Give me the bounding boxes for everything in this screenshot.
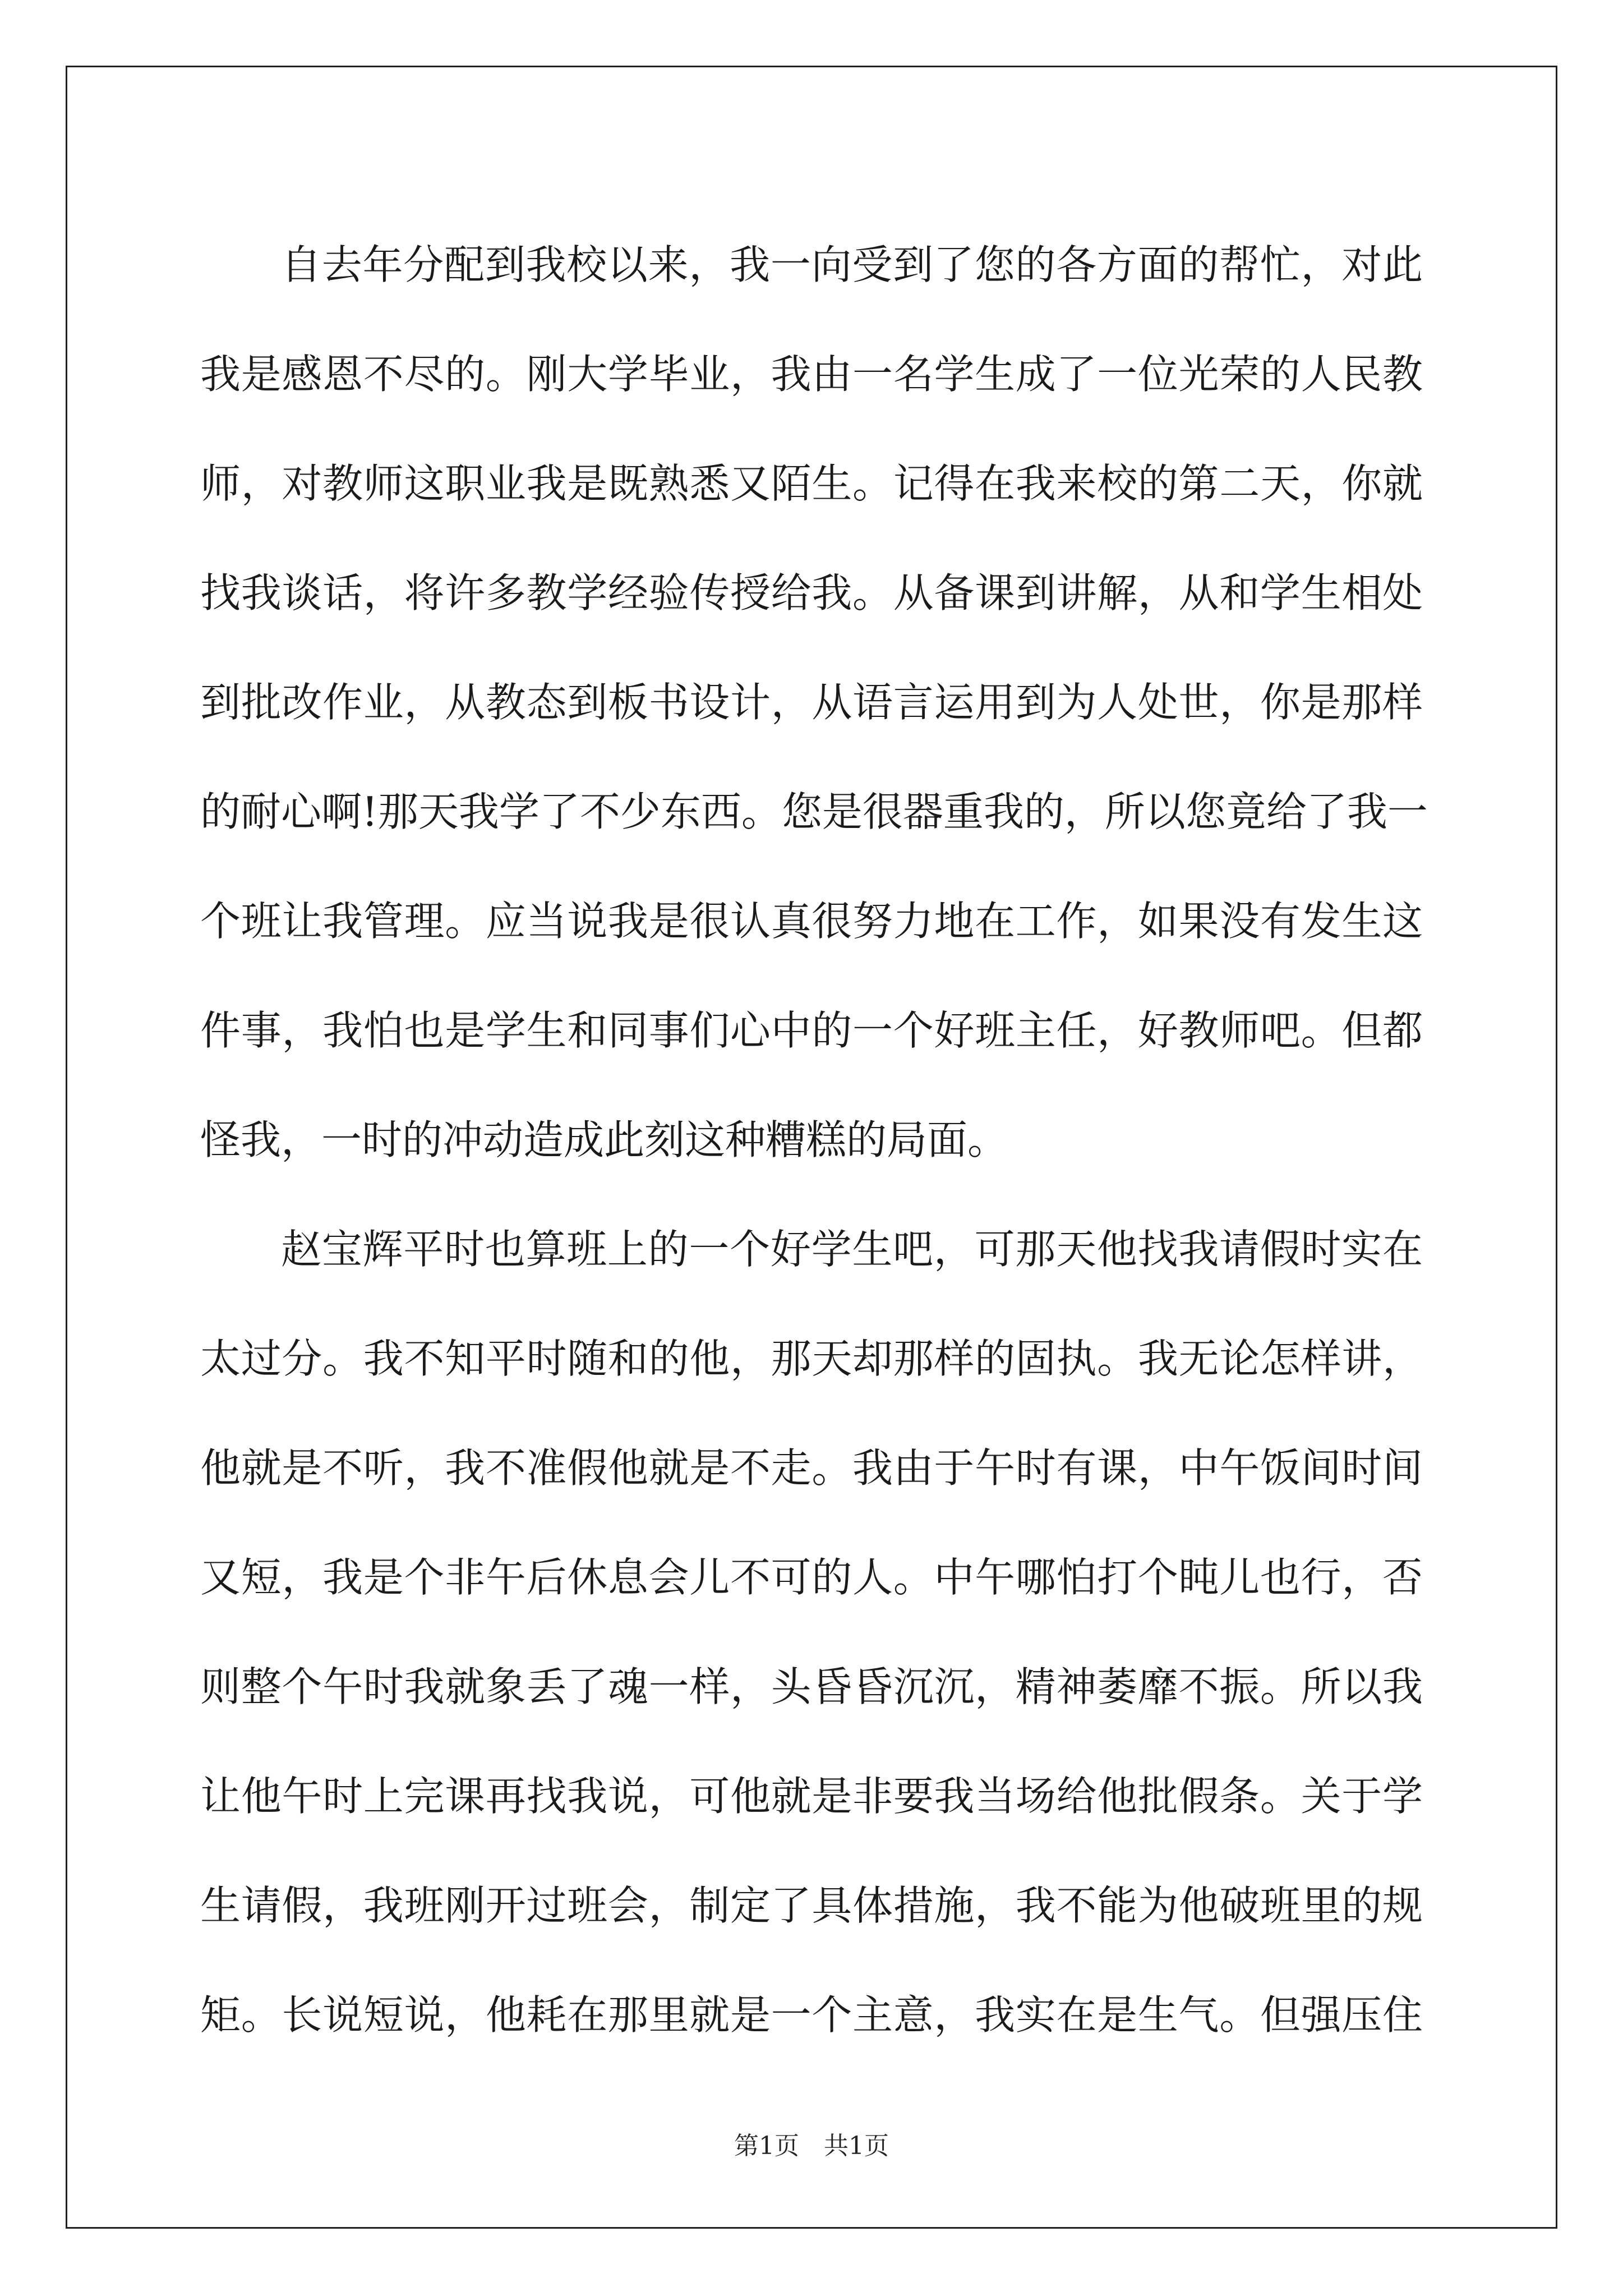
text-line: 我是感恩不尽的。刚大学毕业，我由一名学生成了一位光荣的人民教 [200,351,1423,398]
text-line: 找我谈话，将许多教学经验传授给我。从备课到讲解，从和学生相处 [200,569,1423,616]
text-line: 件事，我怕也是学生和同事们心中的一个好班主任，好教师吧。但都 [200,1007,1423,1054]
text-line: 的耐心啊!那天我学了不少东西。您是很器重我的，所以您竟给了我一 [200,788,1428,835]
text-line: 太过分。我不知平时随和的他，那天却那样的固执。我无论怎样讲， [200,1335,1423,1382]
paragraph-1 [200,210,1428,1195]
text-line: 自去年分配到我校以来，我一向受到了您的各方面的帮忙，对此 [281,241,1423,288]
page-number-footer: 第1页 共1页 [734,2132,889,2160]
text-line: 他就是不听，我不准假他就是不走。我由于午时有课，中午饭间时间 [200,1444,1423,1492]
text-line: 赵宝辉平时也算班上的一个好学生吧，可那天他找我请假时实在 [281,1226,1423,1273]
paragraph-2 [200,1195,1423,2070]
text-line: 怪我，一时的冲动造成此刻这种糟糕的局面。 [200,1116,1008,1163]
document-body [200,210,1428,2070]
text-line: 矩。长说短说，他耗在那里就是一个主意，我实在是生气。但强压住 [200,1991,1423,2039]
text-line: 生请假，我班刚开过班会，制定了具体措施，我不能为他破班里的规 [200,1882,1423,1929]
text-line: 到批改作业，从教态到板书设计，从语言运用到为人处世，你是那样 [200,679,1423,726]
text-line: 师，对教师这职业我是既熟悉又陌生。记得在我来校的第二天，你就 [200,460,1423,507]
text-line: 又短，我是个非午后休息会儿不可的人。中午哪怕打个盹儿也行，否 [200,1554,1423,1601]
text-line: 个班让我管理。应当说我是很认真很努力地在工作，如果没有发生这 [200,898,1423,945]
text-line: 则整个午时我就象丢了魂一样，头昏昏沉沉，精神萎靡不振。所以我 [200,1663,1423,1710]
text-line: 让他午时上完课再找我说，可他就是非要我当场给他批假条。关于学 [200,1773,1423,1820]
